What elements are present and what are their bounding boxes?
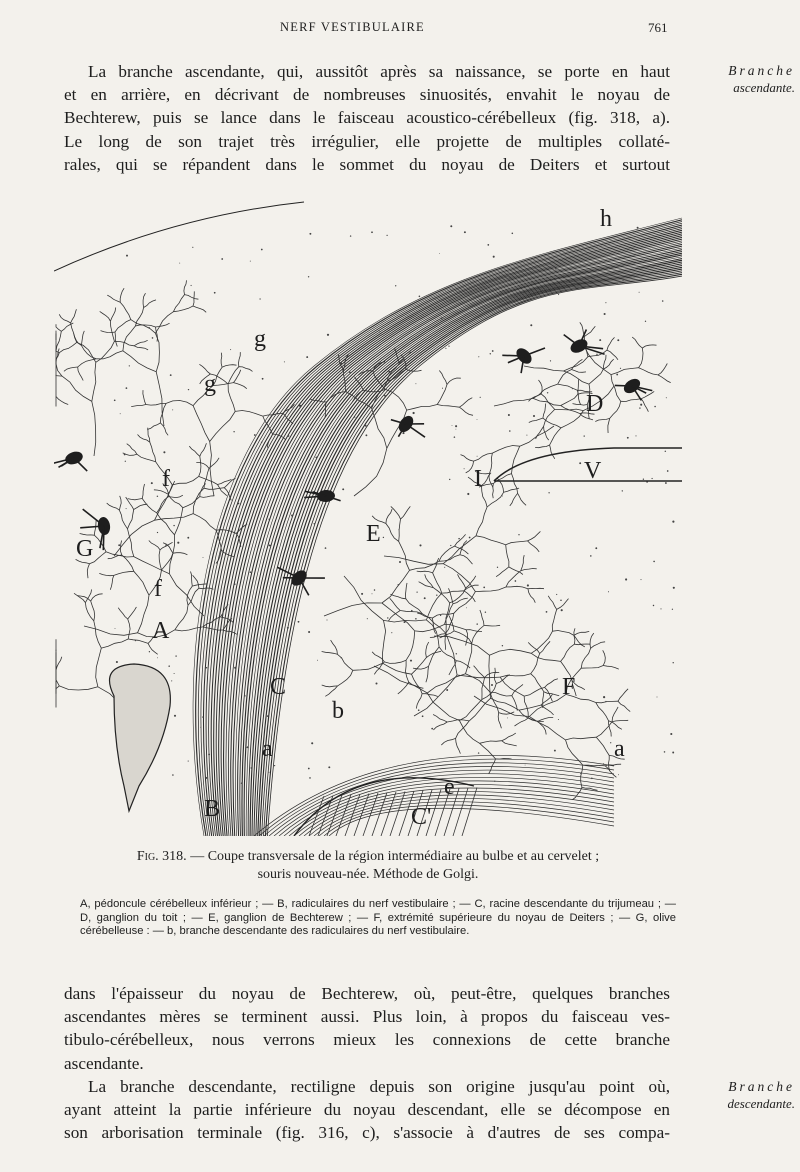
figure-label: C'	[411, 804, 432, 830]
figure-legend: A, pédoncule cérébelleux inférieur ; — B, radiculaires du nerf vestibulaire ; — C, racine descendante du trijumeau ; — D, ganglion du toit ; — E, ganglion de Bechterew ; — F, extrémité supérieure du noyau de Deiters ; — G, olive cérébelleuse : — b, branche descendante des radiculaires du nerf vestibulaire.	[80, 898, 676, 937]
figure-label: B	[204, 796, 221, 822]
golgi-section-drawing	[54, 196, 682, 836]
text-line: et en arrière, en décrivant de nombreuses sinuosités, envahit le noyau de	[64, 85, 670, 105]
margin-note-branche-descendante	[690, 1078, 795, 1112]
figure-label: f	[162, 466, 170, 492]
text-line: ascendante.	[64, 1053, 144, 1073]
text-line: La branche ascendante, qui, aussitôt après sa naissance, se porte en haut	[88, 62, 670, 81]
figure-label: A	[152, 618, 170, 644]
margin-note-branche-ascendante	[690, 62, 795, 96]
figure-label: h	[600, 206, 612, 232]
figure-label: F	[562, 674, 576, 700]
text-line: Bechterew, puis se lance dans le faisceau acoustico-cérébelleux (fig. 318, a).	[64, 108, 670, 128]
figure-label: g	[204, 371, 216, 397]
text-line: dans l'épaisseur du noyau de Bechterew, où, peut-être, quelques branches	[64, 984, 670, 1003]
caption-line-2: souris nouveau-née. Méthode de Golgi.	[257, 867, 479, 882]
figure-label: g	[254, 326, 266, 352]
text-line: son arborisation terminale (fig. 316, c), s'associe à d'autres de ses compa-	[64, 1123, 670, 1143]
text-line: Le long de son trajet très irrégulier, elle projette de multiples collaté-	[64, 131, 670, 151]
margin-note-line: descendante.	[727, 1096, 795, 1111]
figure-label: e	[444, 774, 455, 800]
figure-label: C	[270, 674, 287, 700]
figure-label: f	[154, 576, 162, 602]
figure-318-illustration	[54, 196, 682, 836]
figure-label: G	[76, 536, 94, 562]
paragraph-bottom-2	[64, 1075, 670, 1145]
figure-caption	[66, 848, 670, 884]
neuron-cells	[54, 330, 652, 596]
text-line: tibulo-cérébelleux, nous verrons mieux les connexions de cette branche	[64, 1030, 670, 1050]
page-number: 761	[648, 20, 668, 35]
text-line: rales, qui se répandent dans le sommet du noyau de Deiters et surtout	[64, 154, 670, 174]
caption-line-1: — Coupe transversale de la région intermédiaire au bulbe et au cervelet ;	[190, 849, 600, 864]
margin-note-line: Branche	[728, 1079, 795, 1094]
paragraph-top	[64, 60, 670, 176]
text-line: ascendantes mères se terminent aussi. Plus loin, à propos du faisceau ves-	[64, 1007, 670, 1027]
figure-label: D	[586, 391, 604, 417]
anatomical-shapes	[54, 202, 682, 836]
text-line: ayant atteint la partie inférieure du noyau descendant, elle se décompose en	[64, 1100, 670, 1120]
margin-note-line: Branche	[728, 63, 795, 78]
figure-label: I	[474, 466, 482, 492]
running-head: NERF VESTIBULAIRE	[280, 20, 425, 34]
margin-note-line: ascendante.	[733, 80, 795, 95]
figure-label: V	[584, 458, 602, 484]
figure-label: b	[332, 698, 344, 724]
paragraph-bottom	[64, 982, 670, 1075]
figure-label: a	[262, 736, 273, 762]
text-line: La branche descendante, rectiligne depuis son origine jusqu'au point où,	[88, 1077, 670, 1096]
figure-label: E	[366, 521, 381, 547]
figure-label: a	[614, 736, 625, 762]
caption-fig-label: Fig. 318.	[136, 849, 187, 864]
